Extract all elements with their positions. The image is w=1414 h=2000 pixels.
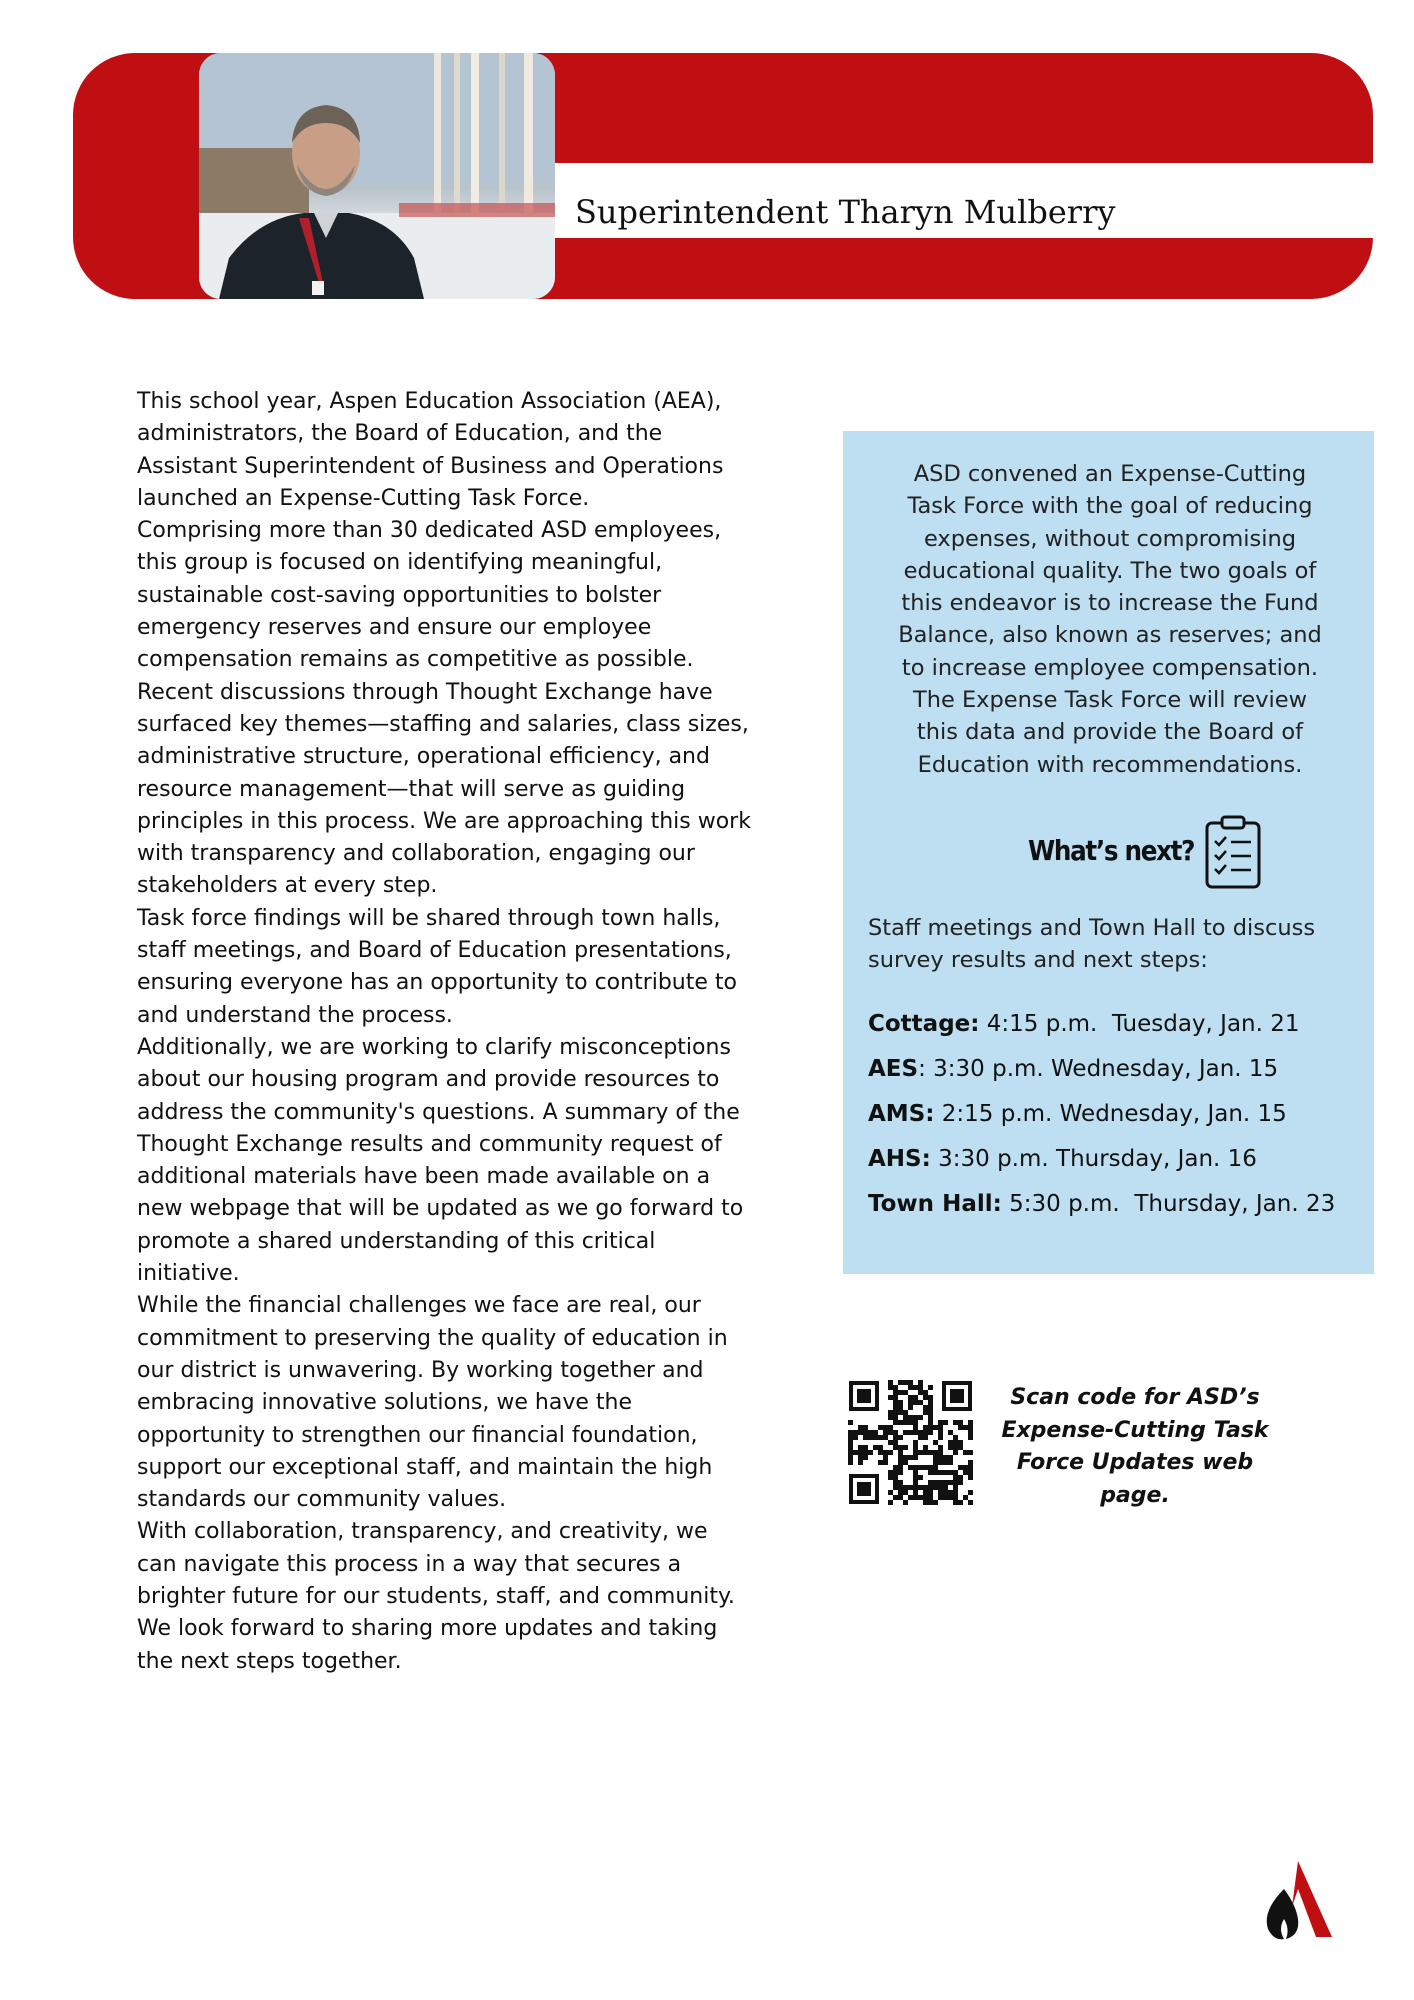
schedule-list — [868, 1011, 1368, 1236]
schedule-row-ams — [868, 1101, 1368, 1146]
qr-code-icon[interactable] — [845, 1377, 976, 1508]
article-paragraph: While the financial challenges we face are real, our commitment to preserving the quality of education in our district is unwavering. By working together and embracing innovative solutions, we have the opportunity to strengthen our financial foundation, support our exceptional staff, and maintain the high standards our community values. — [137, 1293, 728, 1513]
superintendent-photo — [199, 53, 555, 299]
article-paragraph: Recent discussions through Thought Exchange have surfaced key themes—staffing and salaries, class sizes, administrative structure, operational efficiency, and resource management—that will serve as guiding principles in this process. We are approaching this work with transparency and collaboration, engaging our stakeholders at every step. — [137, 679, 751, 899]
whats-next-heading: What’s next? — [1028, 834, 1195, 867]
clipboard-checklist-icon — [1203, 813, 1265, 891]
article-paragraph: With collaboration, transparency, and creativity, we can navigate this process in a way that secures a brighter future for our students, staff, and community. We look forward to sharing more updates and taking the next steps together. — [137, 1519, 735, 1674]
article-paragraph: Task force findings will be shared through town halls, staff meetings, and Board of Education presentations, ensuring everyone has an opportunity to contribute to and understand the process. — [137, 905, 737, 1028]
schedule-detail: 4:15 p.m. Tuesday, Jan. 21 — [979, 1011, 1300, 1037]
schedule-label: Town Hall: — [868, 1191, 1002, 1217]
photo-illustration — [199, 53, 555, 299]
schedule-intro: Staff meetings and Town Hall to discuss survey results and next steps: — [868, 915, 1316, 974]
qr-caption: Scan code for ASD’s Expense-Cutting Task Force Updates web page. — [1001, 1385, 1269, 1508]
schedule-detail: 3:30 p.m. Thursday, Jan. 16 — [930, 1146, 1257, 1172]
schedule-detail: 5:30 p.m. Thursday, Jan. 23 — [1001, 1191, 1336, 1217]
schedule-row-ahs — [868, 1146, 1368, 1191]
schedule-detail: 2:15 p.m. Wednesday, Jan. 15 — [934, 1101, 1287, 1127]
schedule-label: AMS: — [868, 1101, 935, 1127]
article-paragraph: This school year, Aspen Education Association (AEA), administrators, the Board of Education, and the Assistant Superintendent of Business and Operations launched an Expense-Cutting Task Force. — [137, 389, 724, 511]
schedule-detail: : 3:30 p.m. Wednesday, Jan. 15 — [918, 1056, 1279, 1082]
article-body — [137, 386, 817, 1678]
article-paragraph: Additionally, we are working to clarify misconceptions about our housing program and provide resources to address the community's questions. A summary of the Thought Exchange results and community request of additional materials have been made available on a new webpage that will be updated as we go forward to promote a shared understanding of this critical initiative. — [137, 1034, 744, 1287]
schedule-label: Cottage: — [868, 1011, 980, 1037]
schedule-row-town-hall — [868, 1191, 1368, 1236]
article-paragraph: Comprising more than 30 dedicated ASD employees, this group is focused on identifying meaningful, sustainable cost-saving opportunities to bolster emergency reserves and ensure our employee compensation remains as competitive as possible. — [137, 518, 722, 673]
schedule-row-aes — [868, 1056, 1368, 1101]
sidebar-intro: ASD convened an Expense-Cutting Task Force with the goal of reducing expenses, without compromising educational quality. The two goals of this endeavor is to increase the Fund Balance, also known as reserves; and to increase employee compensation. The Expense Task Force will review this data and provide the Board of Education with recommendations. — [898, 461, 1322, 778]
district-logo-icon — [1254, 1859, 1334, 1941]
schedule-row-cottage — [868, 1011, 1368, 1056]
schedule-label: AHS: — [868, 1146, 931, 1172]
page-title: Superintendent Tharyn Mulberry — [575, 193, 1116, 231]
schedule-label: AES — [868, 1056, 919, 1082]
